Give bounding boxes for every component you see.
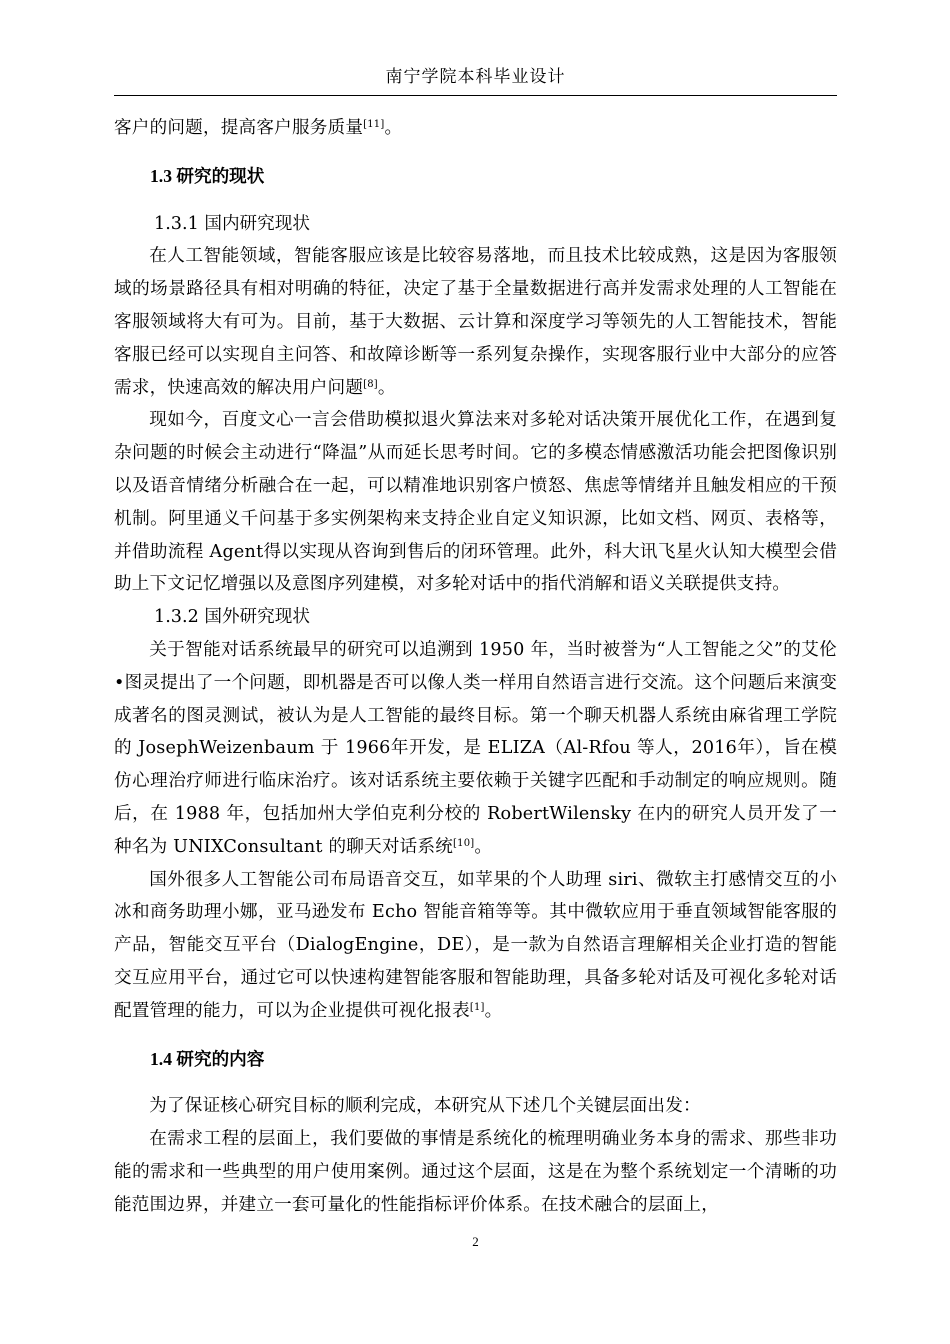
subsection-heading-1-3-2: 1.3.2 国外研究现状 <box>154 607 310 628</box>
paragraph-domestic-1: 在人工智能领域，智能客服应该是比较容易落地，而且技术比较成熟，这是因为客服领域的场景路径具有相对明确的特征，决定了基于全量数据进行高并发需求处理的人工智能在客服领域将大有可为。目前，基于大数据、云计算和深度学习等领先的人工智能技术，智能客服已经可以实现自主问答、和故障诊断等一系列复杂操作，实现客服行业中大部分的应答需求，快速高效的解决用户问题[8]。 <box>114 246 837 398</box>
citation: [8] <box>363 378 378 390</box>
paragraph-foreign-2: 国外很多人工智能公司布局语音交互，如苹果的个人助理 siri、微软主打感情交互的小冰和商务助理小娜，亚马逊发布 Echo 智能音箱等等。其中微软应用于垂直领域智能客服的产品，智能交互平台（DialogEngine，DE），是一款为自然语言理解相关企业打造的智能交互应用平台，通过它可以快速构建智能客服和智能助理，具备多轮对话及可视化多轮对话配置管理的能力，可以为企业提供可视化报表[1]。 <box>114 869 837 1021</box>
paragraph-continuation: 客户的问题，提高客户服务质量[11]。 <box>114 118 403 138</box>
section-heading-1-3: 1.3 研究的现状 <box>150 165 265 186</box>
paragraph-domestic-2: 现如今，百度文心一言会借助模拟退火算法来对多轮对话决策开展优化工作，在遇到复杂问题的时候会主动进行“降温”从而延长思考时间。它的多模态情感激活功能会把图像识别以及语音情绪分析融合在一起，可以精准地识别客户愤怒、焦虑等情绪并且触发相应的干预机制。阿里通义千问基于多实例架构来支持企业自定义知识源，比如文档、网页、表格等，并借助流程 Agent得以实现从咨询到售后的闭环管理。此外，科大讯飞星火认知大模型会借助上下文记忆增强以及意图序列建模，对多轮对话中的指代消解和语义关联提供支持。 <box>114 410 837 595</box>
page-number: 2 <box>472 1234 479 1249</box>
header-divider <box>114 95 837 96</box>
citation: [1] <box>469 1001 485 1013</box>
citation: [11] <box>363 119 385 130</box>
page-header: 南宁学院本科毕业设计 <box>385 67 566 87</box>
citation: [10] <box>453 837 475 849</box>
paragraph-content-intro: 为了保证核心研究目标的顺利完成，本研究从下述几个关键层面出发： <box>149 1096 701 1117</box>
subsection-heading-1-3-1: 1.3.1 国内研究现状 <box>154 213 310 234</box>
paragraph-content-requirements: 在需求工程的层面上，我们要做的事情是系统化的梳理明确业务本身的需求、那些非功能的需求和一些典型的用户使用案例。通过这个层面，这是在为整个系统划定一个清晰的功能范围边界，并建立一套可量化的性能指标评价体系。在技术融合的层面上， <box>114 1129 837 1215</box>
page-body <box>114 112 837 1222</box>
paragraph-foreign-1: 关于智能对话系统最早的研究可以追溯到 1950 年，当时被誉为“人工智能之父”的艾伦 •图灵提出了一个问题，即机器是否可以像人类一样用自然语言进行交流。这个问题后来演变成著名的图灵测试，被认为是人工智能的最终目标。第一个聊天机器人系统由麻省理工学院的 JosephWeizenbaum 于 1966年开发，是 ELIZA（Al-Rfou 等人，2016年），旨在模仿心理治疗师进行临床治疗。该对话系统主要依赖于关键字匹配和手动制定的响应规则。随后，在 1988 年，包括加州大学伯克利分校的 RobertWilensky 在内的研究人员开发了一种名为 UNIXConsultant 的聊天对话系统[10]。 <box>114 639 837 857</box>
section-heading-1-4: 1.4 研究的内容 <box>150 1048 265 1069</box>
